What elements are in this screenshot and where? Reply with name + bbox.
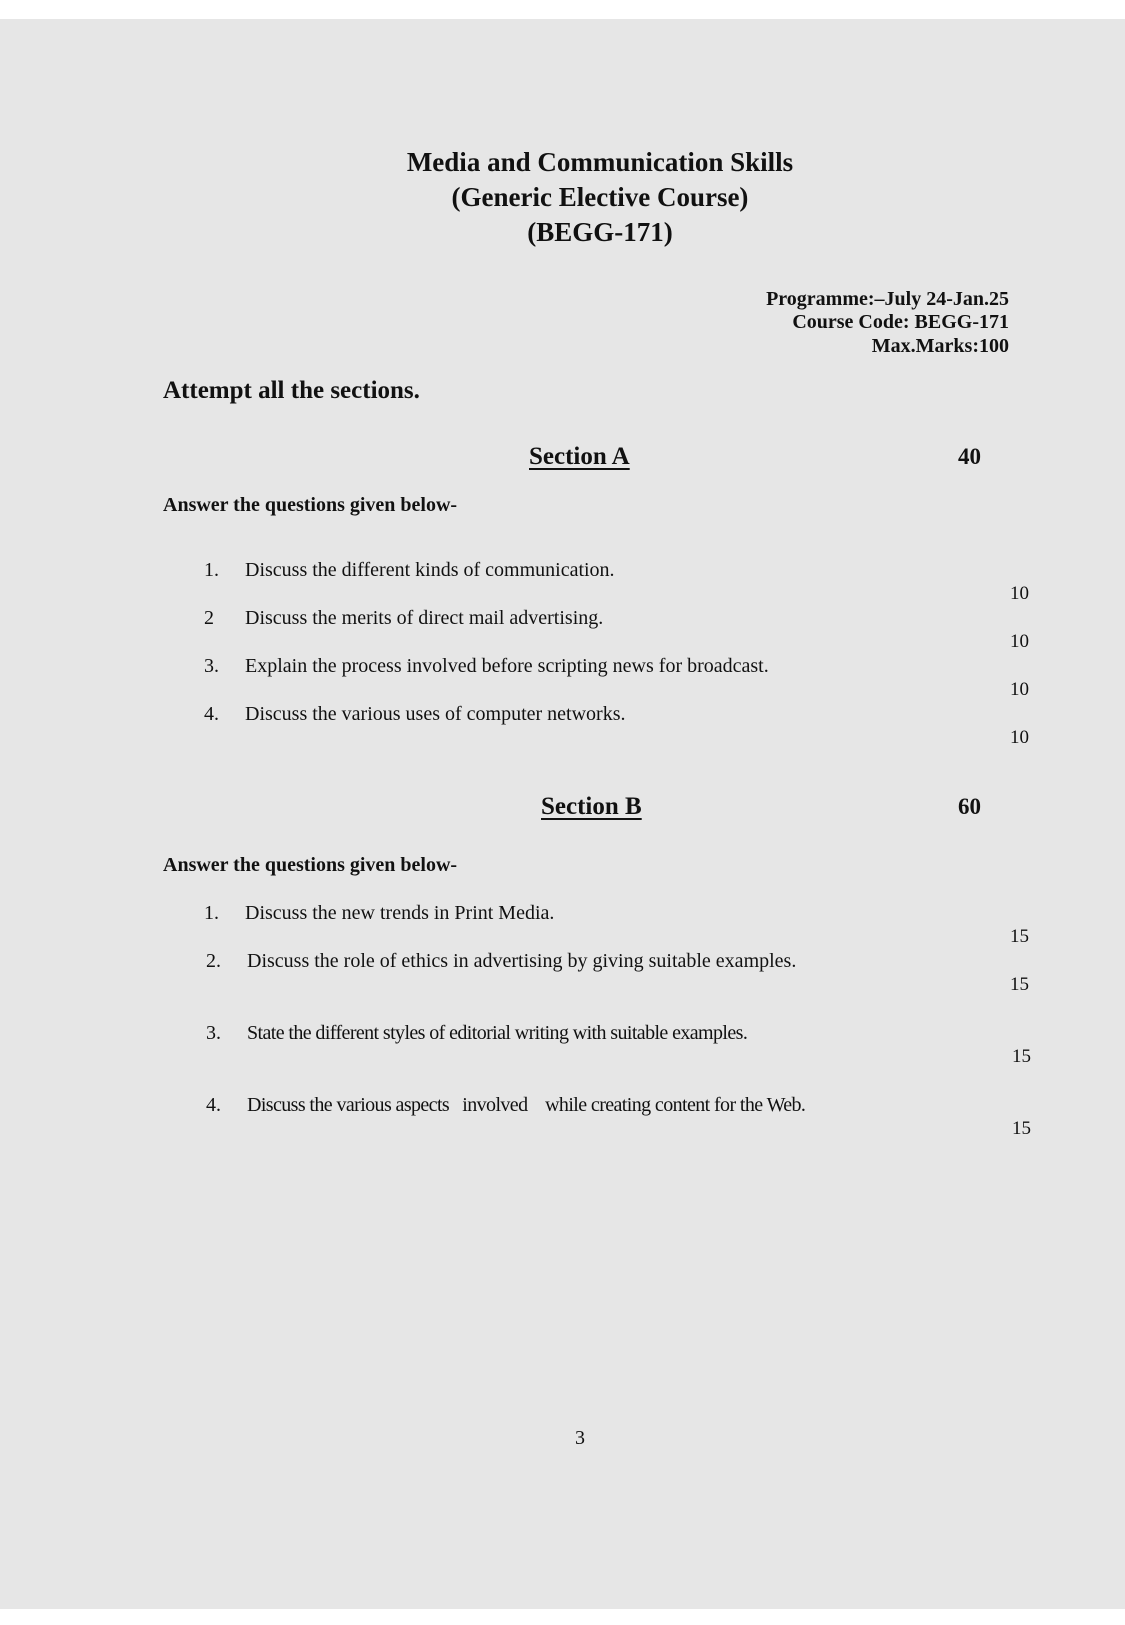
question-marks: 10 — [1010, 679, 1029, 700]
question-number: 4. — [206, 1094, 221, 1116]
question-marks: 15 — [1012, 1046, 1031, 1067]
question-marks: 15 — [1010, 974, 1029, 995]
general-instruction: Attempt all the sections. — [163, 377, 420, 404]
question-text: Discuss the different kinds of communication. — [245, 559, 615, 581]
section-a-marks: 40 — [958, 444, 981, 469]
course-type: (Generic Elective Course) — [451, 182, 749, 212]
question-text: Discuss the merits of direct mail advertising. — [245, 607, 604, 629]
question-text: Discuss the various aspects involved while creating content for the Web. — [247, 1094, 806, 1116]
section-a-heading: Section A — [529, 443, 630, 470]
course-title: Media and Communication Skills — [406, 147, 794, 177]
question-number: 3. — [204, 655, 219, 677]
programme-label: Programme:–July 24-Jan.25 — [766, 288, 1009, 310]
course-code-heading: (BEGG-171) — [527, 217, 673, 247]
question-marks: 10 — [1010, 583, 1029, 604]
course-code-label: Course Code: BEGG-171 — [792, 311, 1009, 333]
question-number: 1. — [204, 902, 219, 924]
question-text: Discuss the role of ethics in advertising by giving suitable examples. — [247, 950, 797, 972]
question-text: Discuss the new trends in Print Media. — [245, 902, 555, 924]
section-b-instruction: Answer the questions given below- — [163, 854, 458, 876]
question-marks: 15 — [1010, 926, 1029, 947]
page-number: 3 — [575, 1427, 585, 1449]
question-marks: 15 — [1012, 1118, 1031, 1139]
question-number: 1. — [204, 559, 219, 581]
section-b-heading: Section B — [541, 793, 642, 820]
section-b-marks: 60 — [958, 794, 981, 819]
question-marks: 10 — [1010, 727, 1029, 748]
question-text: State the different styles of editorial writing with suitable examples. — [247, 1022, 748, 1044]
section-a-instruction: Answer the questions given below- — [163, 494, 458, 516]
question-number: 3. — [206, 1022, 221, 1044]
question-marks: 10 — [1010, 631, 1029, 652]
max-marks-label: Max.Marks:100 — [871, 335, 1009, 357]
question-text: Explain the process involved before scripting news for broadcast. — [245, 655, 769, 677]
question-number: 2 — [204, 607, 214, 629]
question-text: Discuss the various uses of computer networks. — [245, 703, 626, 725]
question-number: 4. — [204, 703, 219, 725]
question-number: 2. — [206, 950, 221, 972]
